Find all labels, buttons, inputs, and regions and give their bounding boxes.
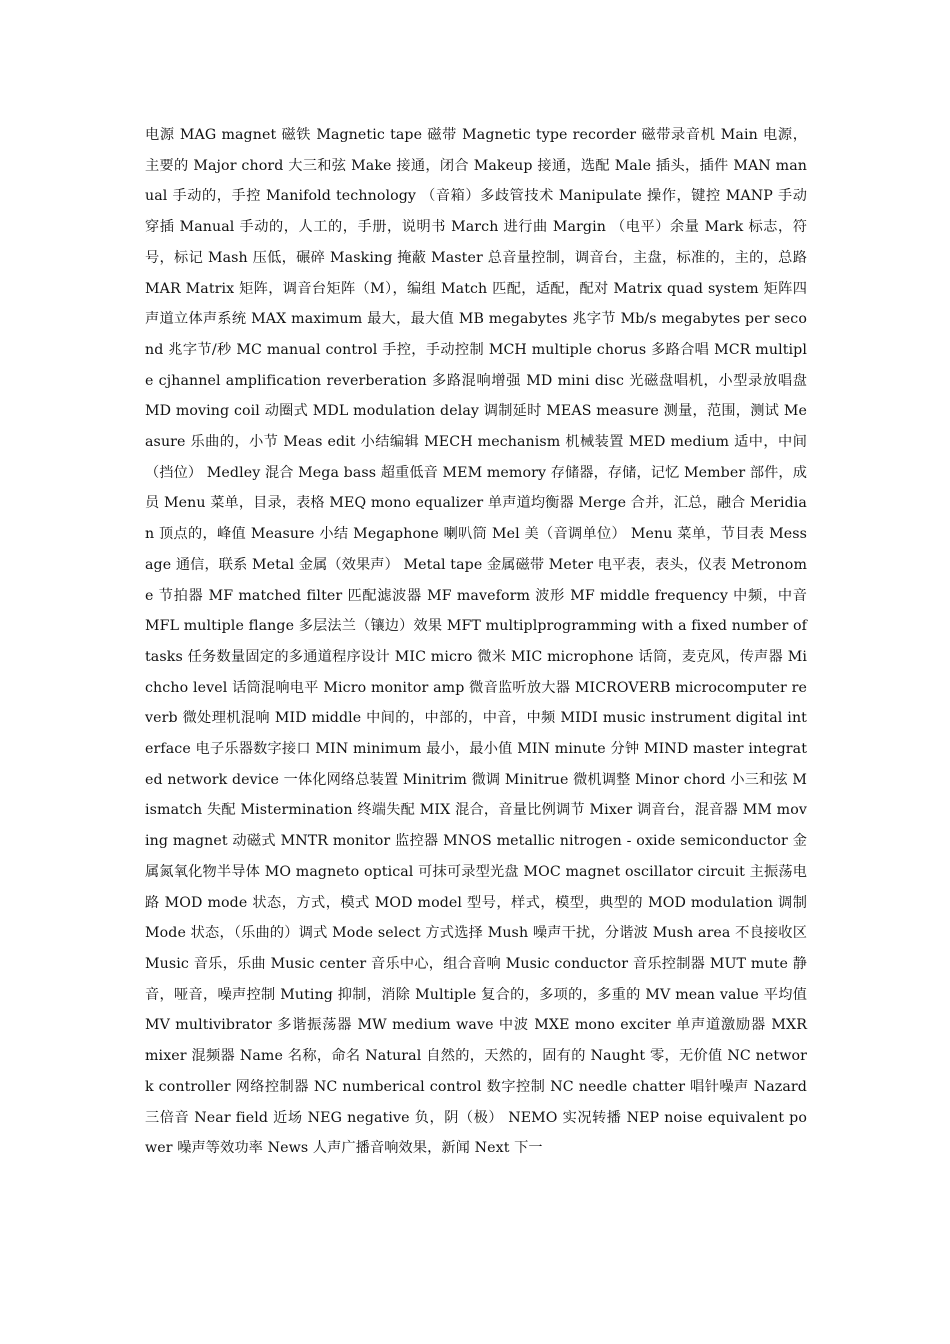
document-body-text: 电源 MAG magnet 磁铁 Magnetic tape 磁带 Magnetic type recorder 磁带录音机 Main 电源，主要的 Major chord 大三和弦 Make 接通，闭合 Makeup 接通，选配 Male 插头，插件 MAN manual 手动的，手控 Manifold technology （音箱）多歧管技术 Manipulate 操作，键控 MANP 手动穿插 Manual 手动的，人工的，手册，说明书 March 进行曲 Margin （电平）余量 Mark 标志，符号，标记 Mash 压低，碾碎 Masking 掩蔽 Master 总音量控制，调音台，主盘，标准的，主的，总路 MAR Matrix 矩阵，调音台矩阵（M），编组 Match 匹配，适配，配对 Matrix quad system 矩阵四声道立体声系统 MAX maximum 最大，最大值 MB megabytes 兆字节 Mb/s megabytes per second 兆字节/秒 MC manual control 手控，手动控制 MCH multiple chorus 多路合唱 MCR multiple cjhannel amplification reverberation 多路混响增强 MD mini disc 光磁盘唱机，小型录放唱盘 MD moving coil 动圈式 MDL modulation delay 调制延时 MEAS measure 测量，范围，测试 Measure 乐曲的，小节 Meas edit 小结编辑 MECH mechanism 机械装置 MED medium 适中，中间（挡位） Medley 混合 Mega bass 超重低音 MEM memory 存储器，存储，记忆 Member 部件，成员 Menu 菜单，目录，表格 MEQ mono equalizer 单声道均衡器 Merge 合并，汇总，融合 Meridian 顶点的，峰值 Measure 小结 Megaphone 喇叭筒 Mel 美（音调单位） Menu 菜单，节目表 Message 通信，联系 Metal 金属（效果声） Metal tape 金属磁带 Meter 电平表，表头，仪表 Metronome 节拍器 MF matched filter 匹配滤波器 MF maveform 波形 MF middle frequency 中频，中音 MFL multiple flange 多层法兰（镶边）效果 MFT multiplprogramming with a fixed number of tasks 任务数量固定的多通道程序设计 MIC micro 微米 MIC microphone 话筒，麦克风，传声器 Michcho level 话筒混响电平 Micro monitor amp 微音监听放大器 MICROVERB microcomputer reverb 微处理机混响 MID middle 中间的，中部的，中音，中频 MIDI music instrument digital interface 电子乐器数字接口 MIN minimum 最小，最小值 MIN minute 分钟 MIND master integrated network device 一体化网络总装置 Minitrim 微调 Minitrue 微机调整 Minor chord 小三和弦 Mismatch 失配 Mistermination 终端失配 MIX 混合，音量比例调节 Mixer 调音台，混音器 MM moving magnet 动磁式 MNTR monitor 监控器 MNOS metallic nitrogen - oxide semiconductor 金属氮氧化物半导体 MO magneto optical 可抹可录型光盘 MOC magnet oscillator circuit 主振荡电路 MOD mode 状态，方式，模式 MOD model 型号，样式，模型，典型的 MOD modulation 调制 Mode 状态，（乐曲的）调式 Mode select 方式选择 Mush 噪声干扰，分谐波 Mush area 不良接收区 Music 音乐，乐曲 Music center 音乐中心，组合音响 Music conductor 音乐控制器 MUT mute 静音，哑音，噪声控制 Muting 抑制，消除 Multiple 复合的，多项的，多重的 MV mean value 平均值 MV multivibrator 多谐振荡器 MW medium wave 中波 MXE mono exciter 单声道激励器 MXR mixer 混频器 Name 名称，命名 Natural 自然的，天然的，固有的 Naught 零，无价值 NC network controller 网络控制器 NC numberical control 数字控制 NC needle chatter 唱针噪声 Nazard 三倍音 Near field 近场 NEG negative 负，阴（极） NEMO 实况转播 NEP noise equivalent power 噪声等效功率 News 人声广播音响效果，新闻 Next 下一 <box>145 127 807 1157</box>
